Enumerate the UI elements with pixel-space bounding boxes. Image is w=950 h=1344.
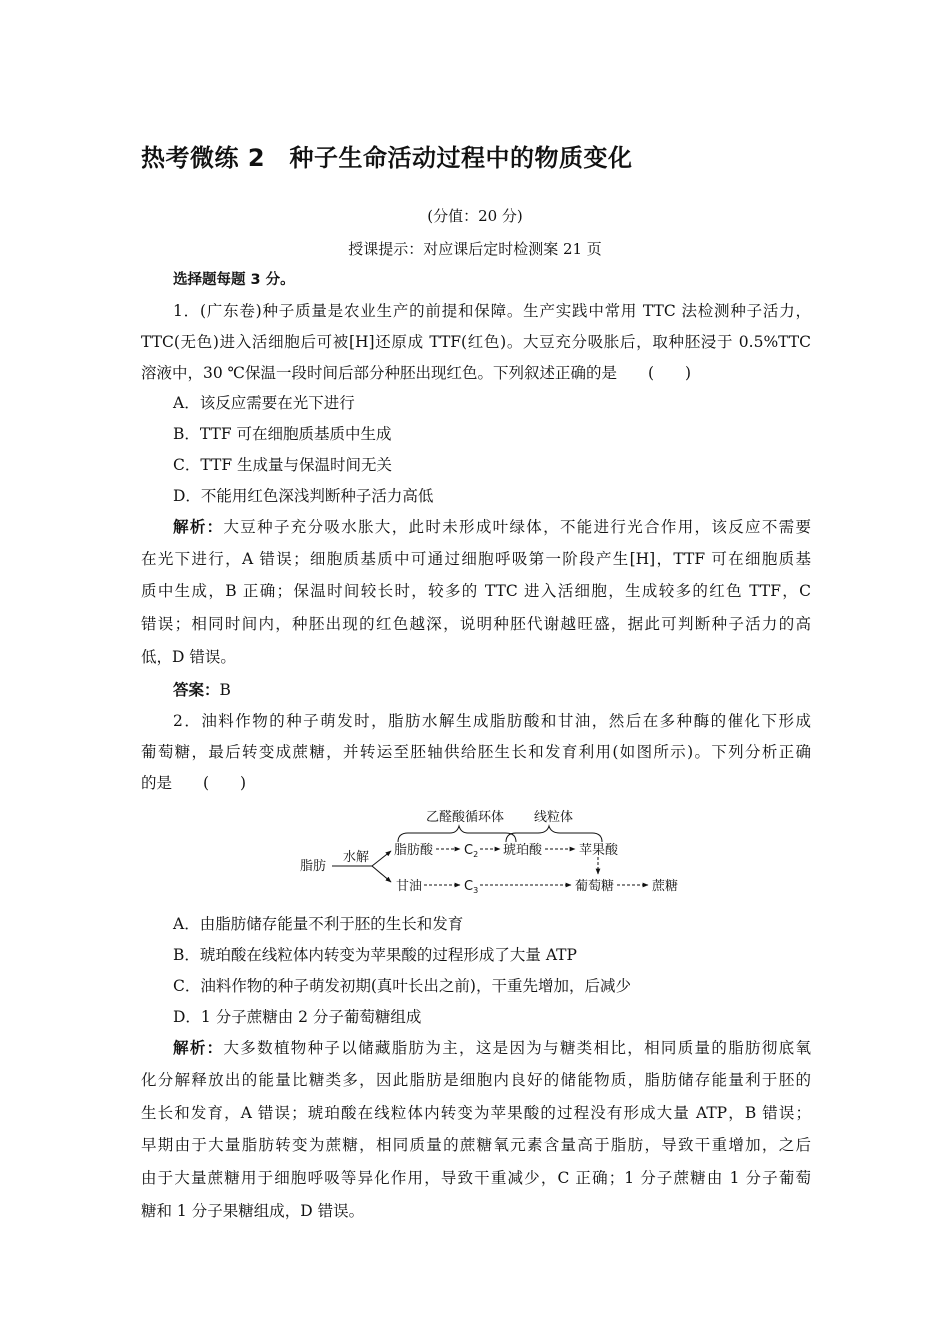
node-c2: $C_2$ xyxy=(464,843,479,859)
node-sucrose: 蔗糖 xyxy=(652,879,679,894)
score-note: (分值：20 分) xyxy=(427,207,523,225)
q2-analysis-line-5: 由于大量蔗糖用于细胞呼吸等异化作用，导致干重减少，C 正确；1 分子蔗糖由 1 分子葡萄 xyxy=(141,1169,811,1187)
label-mitochondria: 线粒体 xyxy=(534,810,574,825)
q1-analysis-line-4: 错误；相同时间内，种胚出现的红色越深，说明种胚代谢越旺盛，据此可判断种子活力的高 xyxy=(141,615,811,633)
q1-option-b: B．TTF 可在细胞质基质中生成 xyxy=(173,425,392,443)
q2-stem-line-3: 的是 ( ) xyxy=(141,774,247,792)
teaching-tip: 授课提示：对应课后定时检测案 21 页 xyxy=(348,240,602,258)
q2-analysis-line-2: 化分解释放出的能量比糖类多，因此脂肪是细胞内良好的储能物质，脂肪储存能量利于胚的 xyxy=(141,1071,811,1089)
q1-answer: 答案：B xyxy=(173,681,231,699)
q1-analysis-line-3: 质中生成，B 正确；保温时间较长时，较多的 TTC 进入活细胞，生成较多的红色 TTF，C xyxy=(141,582,811,600)
analysis-label: 解析： xyxy=(173,518,224,536)
q2-option-d: D．1 分子蔗糖由 2 分子葡萄糖组成 xyxy=(173,1008,422,1026)
q1-analysis-line-5: 低，D 错误。 xyxy=(141,648,236,666)
q2-stem-line-1: 2．油料作物的种子萌发时，脂肪水解生成脂肪酸和甘油，然后在多种酶的催化下形成 xyxy=(173,712,811,730)
q1-stem-line-3: 溶液中，30 ℃保温一段时间后部分种胚出现红色。下列叙述正确的是 ( ) xyxy=(141,364,692,382)
q2-analysis-line-1: 解析：大多数植物种子以储藏脂肪为主，这是因为与糖类相比，相同质量的脂肪彻底氧 xyxy=(173,1039,811,1057)
node-c3: $C_3$ xyxy=(464,879,479,895)
q2-option-a: A．由脂肪储存能量不利于胚的生长和发育 xyxy=(173,915,464,933)
page-title: 热考微练 2 种子生命活动过程中的物质变化 xyxy=(141,144,633,172)
q1-stem-line-1: 1．(广东卷)种子质量是农业生产的前提和保障。生产实践中常用 TTC 法检测种子活力， xyxy=(173,302,811,320)
q1-stem-line-2: TTC(无色)进入活细胞后可被[H]还原成 TTF(红色)。大豆充分吸胀后，取种胚浸于 0.5%TTC xyxy=(141,333,811,351)
node-malic-acid: 苹果酸 xyxy=(579,843,619,858)
arrow-to-fatty-acid xyxy=(372,851,391,866)
q2-analysis-line-6: 糖和 1 分子果糖组成，D 错误。 xyxy=(141,1202,365,1220)
label-hydrolysis: 水解 xyxy=(343,850,370,865)
q2-option-c: C．油料作物的种子萌发初期(真叶长出之前)，干重先增加，后减少 xyxy=(173,977,631,995)
section-heading: 选择题每题 3 分。 xyxy=(173,272,295,288)
analysis-label: 解析： xyxy=(173,1039,224,1057)
q2-analysis-line-3: 生长和发育，A 错误；琥珀酸在线粒体内转变为苹果酸的过程没有形成大量 ATP，B 错误； xyxy=(141,1104,811,1122)
q2-stem-line-2: 葡萄糖，最后转变成蔗糖，并转运至胚轴供给胚生长和发育利用(如图所示)。下列分析正确 xyxy=(141,743,811,761)
q1-option-c: C．TTF 生成量与保温时间无关 xyxy=(173,456,393,474)
metabolic-pathway-diagram xyxy=(298,802,688,902)
q1-analysis-line-1: 解析：大豆种子充分吸水胀大，此时未形成叶绿体，不能进行光合作用，该反应不需要 xyxy=(173,518,811,536)
q1-analysis-line-2: 在光下进行，A 错误；细胞质基质中可通过细胞呼吸第一阶段产生[H]，TTF 可在细胞质基 xyxy=(141,550,811,568)
label-glyoxysome: 乙醛酸循环体 xyxy=(426,810,505,825)
answer-label: 答案： xyxy=(173,681,220,699)
node-fat: 脂肪 xyxy=(300,859,327,874)
node-glycerol: 甘油 xyxy=(396,879,423,894)
q2-analysis-line-4: 早期由于大量脂肪转变为蔗糖，相同质量的蔗糖氧元素含量高于脂肪，导致干重增加，之后 xyxy=(141,1136,811,1154)
arrow-to-glycerol xyxy=(372,866,391,882)
q1-option-d: D．不能用红色深浅判断种子活力高低 xyxy=(173,487,434,505)
brace-glyoxysome xyxy=(398,826,516,842)
node-fatty-acid: 脂肪酸 xyxy=(394,843,434,858)
node-succinic-acid: 琥珀酸 xyxy=(503,843,543,858)
q2-option-b: B．琥珀酸在线粒体内转变为苹果酸的过程形成了大量 ATP xyxy=(173,946,577,964)
node-glucose: 葡萄糖 xyxy=(575,879,615,894)
q1-option-a: A．该反应需要在光下进行 xyxy=(173,394,355,412)
brace-mitochondria xyxy=(506,826,602,842)
